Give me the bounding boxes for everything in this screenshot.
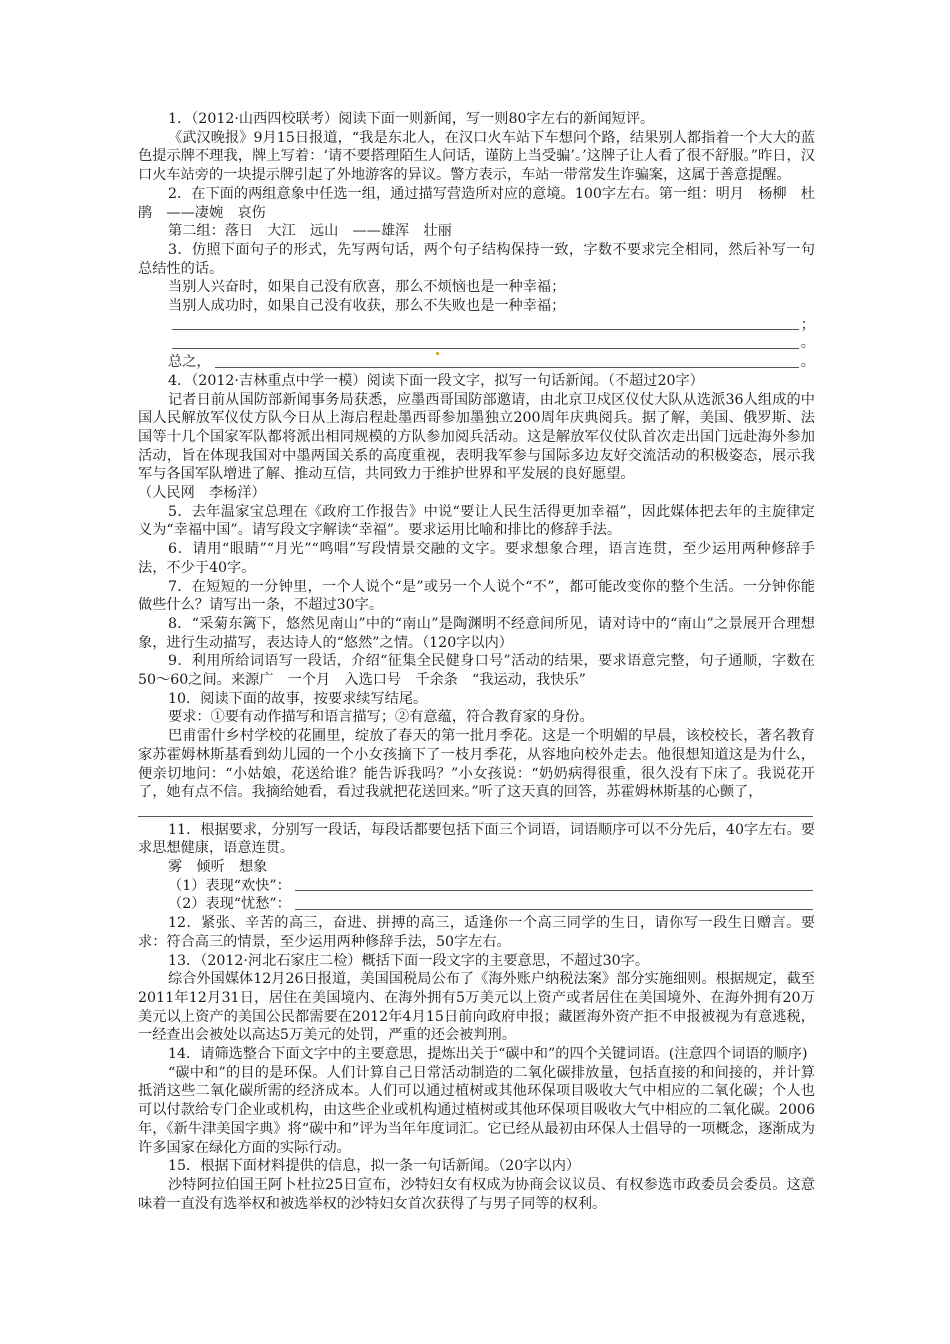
- q5-prompt: 5．去年温家宝总理在《政府工作报告》中说“要让人民生活得更加幸福”，因此媒体把去年的主旋律定义为“幸福中国”。请写段文字解读“幸福”。要求运用比喻和排比的修辞手法。: [138, 503, 815, 539]
- summary-prefix: 总之，: [168, 354, 211, 371]
- q2-group-two: 第二组：落日 大江 远山 ——雄浑 壮丽: [168, 223, 452, 240]
- q11-answer-line-1[interactable]: [138, 877, 815, 896]
- line-end-mark: 。: [800, 354, 815, 371]
- q1-material: 《武汉晚报》9月15日报道，“我是东北人，在汉口火车站下车想问个路，结果别人都指着一个大大的蓝色提示牌不理我，牌上写着：‘请不要搭理陌生人问话，谨防上当受骗’。’这牌子让人看了很不舒服。”昨日，汉口火车站旁的一块提示牌引起了外地游客的异议。警方表示，车站一带常发生诈骗案，这属于善意提醒。: [138, 129, 815, 184]
- q11-prompt: 11．根据要求，分别写一段话，每段话都要包括下面三个词语，词语顺序可以不分先后，40字左右。要求思想健康，语意连贯。: [138, 821, 815, 857]
- q11-words: 雾 倾听 想象: [168, 859, 268, 876]
- q4-source: （人民网 李杨洋）: [138, 485, 266, 502]
- q1-prompt: 1．（2012·山西四校联考）阅读下面一则新闻，写一则80字左右的新闻短评。: [168, 111, 655, 127]
- q3-answer-line-2[interactable]: [138, 334, 815, 353]
- q3-summary-line[interactable]: [138, 353, 815, 372]
- answer-blank[interactable]: [215, 367, 799, 368]
- answer-blank[interactable]: [138, 816, 813, 817]
- q8-prompt: 8．“采菊东篱下，悠然见南山”中的“南山”是陶渊明不经意间所见，请对诗中的“南山”之景展开合理想象，进行生动描写，表达诗人的“悠然”之情。（120字以内）: [138, 615, 815, 651]
- q3-example-2: 当别人成功时，如果自己没有收获，那么不失败也是一种幸福；: [168, 298, 566, 315]
- q15-prompt: 15．根据下面材料提供的信息，拟一条一句话新闻。（20字以内）: [168, 1158, 581, 1175]
- q3-answer-line-1[interactable]: [138, 316, 815, 335]
- q13-material: 综合外国媒体12月26日报道，美国国税局公布了《海外账户纳税法案》部分实施细则。根据规定，截至2011年12月31日，居住在美国境内、在海外拥有5万美元以上资产或者居住在美国境外、在海外拥有20万美元以上资产的美国公民都需要在2012年4月15日前向政府申报；藏匿海外资产拒不申报被视为有意逃税，一经查出会被处以高达5万美元的处罚，严重的还会被判刑。: [138, 971, 815, 1044]
- q4-material: 记者日前从国防部新闻事务局获悉，应墨西哥国防部邀请，由北京卫戍区仪仗大队从选派36人组成的中国人民解放军仪仗方队今日从上海启程赴墨西哥参加墨独立200周年庆典阅兵。据了解，美国、俄罗斯、法国等十几个国家军队都将派出相同规模的方队参加阅兵活动。这是解放军仪仗队首次走出国门远赴海外参加活动，旨在体现我国对中墨两国关系的高度重视，表明我军参与国际多边友好交流活动的积极姿态，展示我军与各国军队增进了解、推动互信，共同致力于维护世界和平发展的良好愿望。: [138, 391, 815, 483]
- stray-mark: [436, 352, 439, 355]
- q15-material: 沙特阿拉伯国王阿卜杜拉25日宣布，沙特妇女有权成为协商会议议员、有权参选市政委员会委员。这意味着一直没有选举权和被选举权的沙特妇女首次获得了与男子同等的权利。: [138, 1176, 815, 1212]
- q2-prompt: 2．在下面的两组意象中任选一组，通过描写营造所对应的意境。100字左右。第一组：明月 杨柳 杜鹃 ——凄婉 哀伤: [138, 185, 815, 221]
- q10-prompt: 10．阅读下面的故事，按要求续写结尾。: [168, 690, 428, 707]
- q9-prompt: 9．利用所给词语写一段话，介绍“征集全民健身口号”活动的结果，要求语意完整，句子通顺，字数在50～60之间。来源广 一个月 入选口号 千余条 “我运动，我快乐”: [138, 653, 815, 689]
- exercise-text: [138, 110, 815, 1213]
- q10-requirements: 要求：①要有动作描写和语言描写；②有意蕴，符合教育家的身份。: [168, 709, 594, 726]
- q11-part-2-label: （2）表现“忧愁”：: [168, 896, 291, 913]
- q4-prompt: 4．（2012·吉林重点中学一模）阅读下面一段文字，拟写一句话新闻。（不超过20字）: [168, 372, 704, 389]
- q10-story: 巴甫雷什乡村学校的花圃里，绽放了春天的第一批月季花。这是一个明媚的早晨，该校校长，著名教育家苏霍姆林斯基看到幼儿园的一个小女孩摘下了一枝月季花，从容地向校外走去。他很想知道这是为什么，便亲切地问：“小姑娘，花送给谁？能告诉我吗？”小女孩说：“奶奶病得很重，很久没有下床了。我说花开了，她有点不信。我摘给她看，看过我就把花送回来。”听了这天真的回答，苏霍姆林斯基的心颤了，: [138, 728, 815, 801]
- q14-material: “碳中和”的目的是环保。人们计算自己日常活动制造的二氧化碳排放量，包括直接的和间接的，并计算抵消这些二氧化碳所需的经济成本。人们可以通过植树或其他环保项目吸收大气中相应的二氧化碳；个人也可以付款给专门企业或机构，由这些企业或机构通过植树或其他环保项目吸收大气中相应的二氧化碳。2006年，《新牛津美国字典》将“碳中和”评为当年年度词汇。它已经从最初由环保人士倡导的一项概念，逐渐成为许多国家在绿化方面的实际行动。: [138, 1064, 815, 1156]
- q3-example-1: 当别人兴奋时，如果自己没有欣喜，那么不烦恼也是一种幸福；: [168, 279, 566, 296]
- q10-answer-line[interactable]: [138, 802, 815, 821]
- answer-blank[interactable]: [172, 348, 799, 349]
- q12-prompt: 12．紧张、辛苦的高三，奋进、拼搏的高三，适逢你一个高三同学的生日，请你写一段生日赠言。要求：符合高三的情景，至少运用两种修辞手法，50字左右。: [138, 915, 815, 950]
- answer-blank[interactable]: [295, 890, 813, 891]
- q3-prompt: 3．仿照下面句子的形式，先写两句话，两个句子结构保持一致，字数不要求完全相同，然后补写一句总结性的话。: [138, 241, 815, 277]
- q7-prompt: 7．在短短的一分钟里，一个人说个“是”或另一个人说个“不”，都可能改变你的整个生活。一分钟你能做些什么？请写出一条，不超过30字。: [138, 578, 815, 614]
- q11-answer-line-2[interactable]: [138, 895, 815, 914]
- q11-part-1-label: （1）表现“欢快”：: [168, 877, 291, 894]
- q14-prompt: 14．请筛选整合下面文字中的主要意思，提炼出关于“碳中和”的四个关键词语。(注意四个词语的顺序): [168, 1046, 808, 1063]
- q13-prompt: 13．（2012·河北石家庄二检）概括下面一段文字的主要意思，不超过30字。: [168, 952, 650, 969]
- answer-blank[interactable]: [295, 909, 813, 910]
- answer-blank[interactable]: [172, 329, 799, 330]
- q6-prompt: 6．请用“眼睛”“月光”“鸣唱”写段情景交融的文字。要求想象合理，语言连贯，至少运用两种修辞手法，不少于40字。: [138, 541, 815, 576]
- line-end-mark: ；: [800, 316, 815, 333]
- line-end-mark: 。: [800, 335, 815, 352]
